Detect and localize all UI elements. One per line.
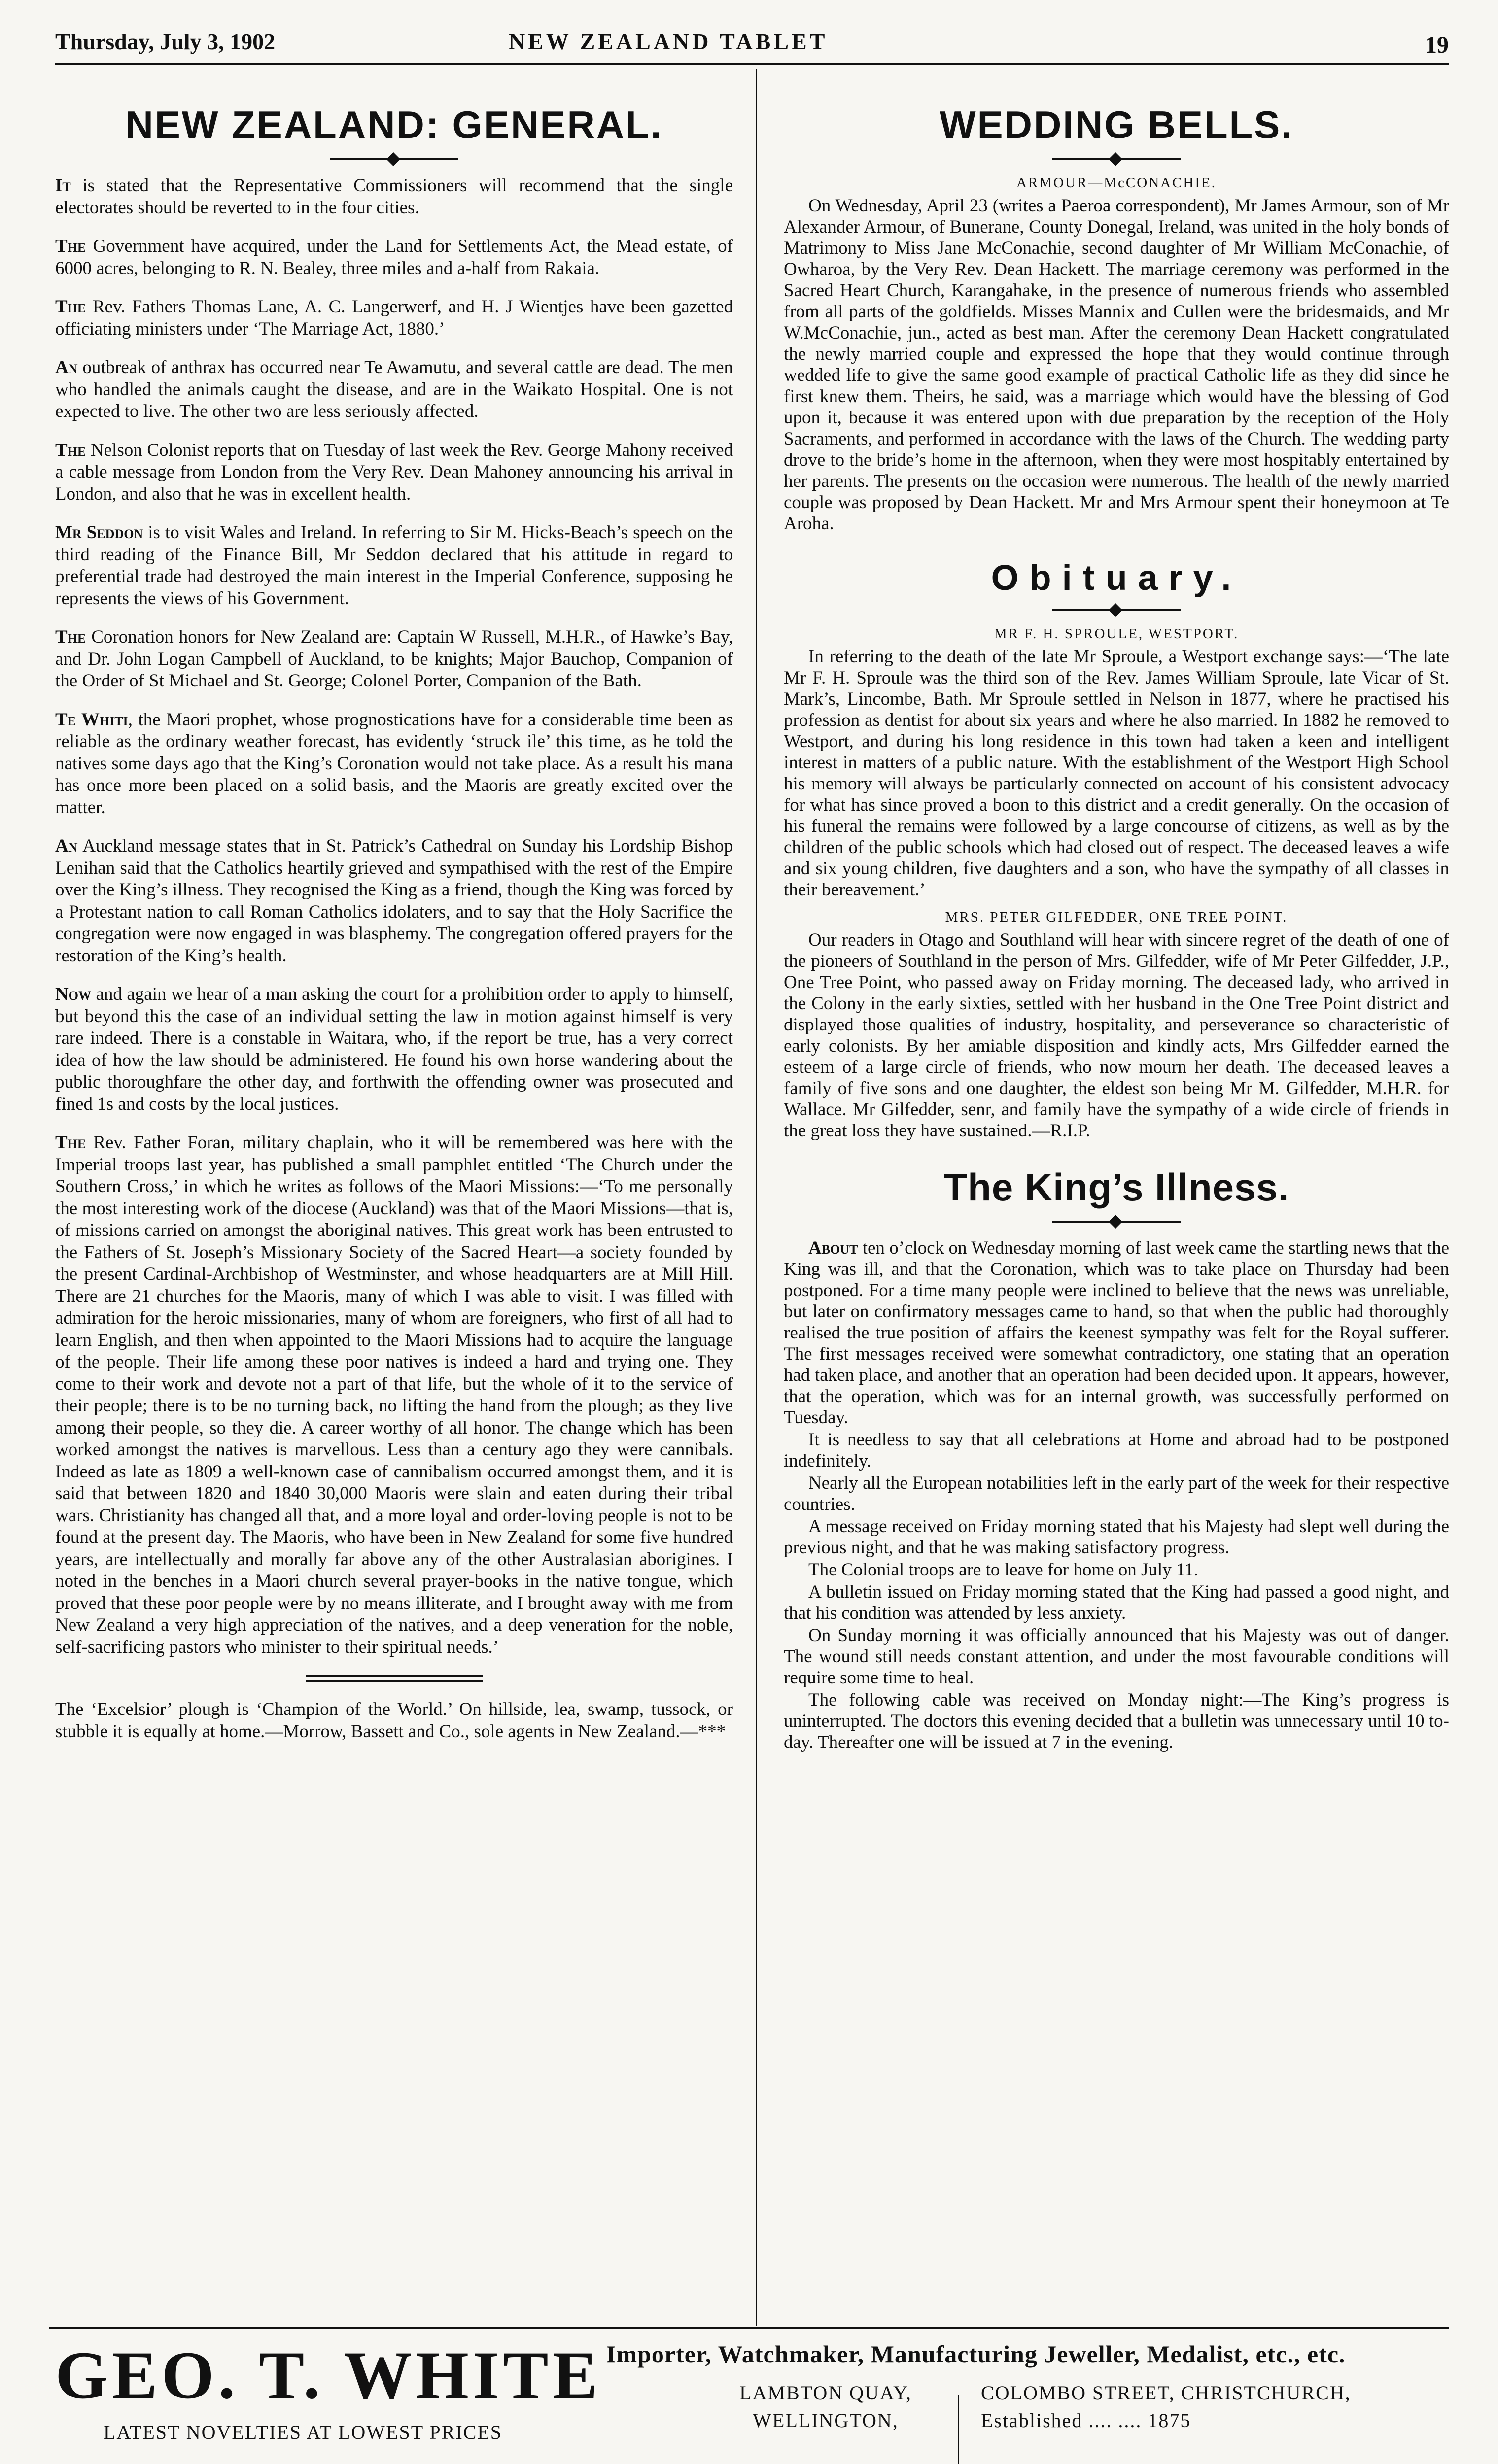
kings-illness-para: A bulletin issued on Friday morning stated that the King had passed a good night, and that his condition was attended by less anxiety. bbox=[784, 1582, 1449, 1623]
news-item: Mr Seddon is to visit Wales and Ireland. In referring to Sir M. Hicks-Beach’s speech on the third reading of the Finance Bill, Mr Seddon declared that his attitude in regard to preferential trade had destroyed the main interest in the Imperial Conference, supposing he represents the views of his Government. bbox=[55, 522, 733, 609]
obituary-text-sproule: In referring to the death of the late Mr Sproule, a Westport exchange says:—‘The late Mr F. H. Sproule was the third son of the Rev. James William Sproule, late Vicar of St. Mark’s, Lincombe, Bath. Mr Sproule settled in Nelson in 1877, where he practised his profession as dentist for about six years and where he also married. In 1882 he removed to Westport, and during his long residence in this town had taken a keen and intelligent interest in matters of a public nature. With the establishment of the Westport High School his memory will always be particularly connected on account of his consistent advocacy for what has since proved a boon to this district and a credit generally. On the occasion of his funeral the remains were followed by a large concourse of citizens, as well as by the children of the public schools which had closed out of respect. The deceased leaves a wife and six young children, five daughters and a son, who have the sympathy of all classes in their bereavement.’ bbox=[784, 647, 1449, 900]
news-item: The Rev. Fathers Thomas Lane, A. C. Langerwerf, and H. J Wientjes have been gazetted officiating ministers under ‘The Marriage Act, 1880.’ bbox=[55, 297, 733, 339]
section-title-wedding-bells: WEDDING BELLS. bbox=[940, 103, 1293, 146]
obituary-text-gilfedder: Our readers in Otago and Southland will hear with sincere regret of the death of one of the pioneers of Southland in the person of Mrs. Gilfedder, wife of Mr Peter Gilfedder, J.P., One Tree Point, who passed away on Friday morning. The deceased lady, who arrived in the Colony in the early sixties, settled with her husband in the One Tree Point district and displayed those qualities of industry, hospitality, and perseverance so characteristic of early colonists. By her amiable disposition and kindly acts, Mrs Gilfedder earned the esteem of a large circle of friends, who now mourn her death. The deceased leaves a family of five sons and one daughter, the eldest son being Mr M. Gilfedder, M.H.R. for Wallace. Mr Gilfedder, senr, and family have the sympathy of a wide circle of friends in the great loss they have sustained.—R.I.P. bbox=[784, 930, 1449, 1141]
news-item: The Coronation honors for New Zealand are: Captain W Russell, M.H.R., of Hawke’s Bay, and Dr. John Logan Campbell of Auckland, to be knights; Major Bauchop, Companion of the Order of St Michael and St. George; Colonel Porter, Companion of the Bath. bbox=[55, 627, 733, 691]
ornament-rule bbox=[1052, 1221, 1181, 1223]
ornament-rule bbox=[330, 158, 458, 160]
ornament-rule bbox=[1052, 158, 1181, 160]
address-christchurch: COLOMBO STREET, CHRISTCHURCH, bbox=[981, 2382, 1351, 2404]
ornament-rule bbox=[1052, 609, 1181, 611]
obituary-subhead-gilfedder: MRS. PETER GILFEDDER, ONE TREE POINT. bbox=[945, 909, 1288, 925]
page-number: 19 bbox=[1425, 32, 1449, 58]
news-item: An outbreak of anthrax has occurred near Te Awamutu, and several cattle are dead. The men who handled the animals caught the disease, and are in the Waikato Hospital. One is not expected to live. The other two are less seriously affected. bbox=[55, 357, 733, 421]
kings-illness-para: It is needless to say that all celebrations at Home and abroad had to be postponed indefinitely. bbox=[784, 1430, 1449, 1471]
footer-rule bbox=[49, 2327, 1449, 2329]
section-title-nz-general: NEW ZEALAND: GENERAL. bbox=[125, 103, 663, 146]
news-item: It is stated that the Representative Commissioners will recommend that the single electorates should be reverted to in the four cities. bbox=[55, 175, 733, 218]
kings-illness-para: About ten o’clock on Wednesday morning of last week came the startling news that the King was ill, and that the Coronation, which was to take place on Thursday had been postponed. For a time many people were inclined to believe that the news was unreliable, but later on confirmatory messages came to hand, so that when the public had thoroughly realised the true position of affairs the keenest sympathy was felt for the Royal sufferer. The first messages received were somewhat contradictory, one stating that an operation had taken place, and another that an operation had been decided upon. It appears, however, that the operation, which was for an internal growth, was successfully performed on Tuesday. bbox=[784, 1238, 1449, 1428]
advertiser-trades: Importer, Watchmaker, Manufacturing Jeweller, Medalist, etc., etc. bbox=[606, 2340, 1346, 2368]
double-rule bbox=[306, 1675, 483, 1682]
kings-illness-para: On Sunday morning it was officially announced that his Majesty was out of danger. The wound still needs constant attention, and under the most favourable conditions will require some time to heal. bbox=[784, 1625, 1449, 1688]
section-title-obituary: Obituary. bbox=[991, 558, 1242, 598]
issue-date: Thursday, July 3, 1902 bbox=[55, 29, 276, 54]
masthead: NEW ZEALAND TABLET bbox=[509, 29, 828, 54]
address-lambton-quay: LAMBTON QUAY, bbox=[739, 2382, 912, 2404]
news-item: The Rev. Father Foran, military chaplain, who it will be remembered was here with the Imperial troops last year, has published a small pamphlet entitled ‘The Church under the Southern Cross,’ in which he writes as follows of the Maori Missions:—‘To me personally the most interesting work of the diocese (Auckland) was that of the Maori Missions—that is, of missions carried on amongst the aboriginal natives. This great work has been entrusted to the Fathers of St. Joseph’s Missionary Society of the Sacred Heart—a society founded by the present Cardinal-Archbishop of Westminster, and whose headquarters are at Mill Hill. There are 21 churches for the Maoris, many of which I was able to visit. I was filled with admiration for the heroic missionaries, many of whom are foreigners, who first of all had to learn English, and then when appointed to the Maori Missions had to acquire the language of the people. Their life among these poor natives is indeed a hard and trying one. They come to their work and devote not a part of that life, but the whole of it to the service of their people; there is to be no turning back, no lifting the hand from the plough; as they live among their people, so they die. A career worthy of all honor. The change which has been worked amongst the natives is marvellous. Less than a century ago they were cannibals. Indeed as late as 1809 a well-known case of cannibalism occurred amongst them, and it is said that between 1820 and 1840 30,000 Maoris were slain and eaten during their tribal wars. Christianity has changed all that, and a more loyal and order-loving people is not to be found at the present day. The Maoris, who have been in New Zealand for some five hundred years, are intellectually and morally far above any of the other Australasian aborigines. I noted in the benches in a Maori church several prayer-books in the native tongue, which proved that these poor people were by no means illiterate, and I brought away with me from New Zealand a very high appreciation of the natives, and a deep veneration for the noble, self-sacrificing pastors who minister to their spiritual needs.’ bbox=[55, 1132, 733, 1657]
address-separator bbox=[958, 2395, 959, 2464]
news-item: An Auckland message states that in St. Patrick’s Cathedral on Sunday his Lordship Bishop Lenihan said that the Catholics heartily grieved and sympathised with the rest of the Empire over the King’s illness. They recognised the King as a friend, though the King was forced by a Protestant nation to call Roman Catholics idolaters, and to say that the Holy Sacrifice the congregation were now engaged in was blasphemy. The congregation offered prayers for the restoration of the King’s health. bbox=[55, 836, 733, 966]
right-column bbox=[784, 79, 1449, 1754]
news-item: Now and again we hear of a man asking the court for a prohibition order to apply to himself, but beyond this the case of an individual setting the law in motion against himself is very rare indeed. There is a constable in Waitara, who, if the report be true, has a very correct idea of how the law should be administered. He found his own horse wandering about the public thoroughfare the other day, and forthwith the offending owner was prosecuted and fined 1s and costs by the local justices. bbox=[55, 984, 733, 1114]
address-wellington: WELLINGTON, bbox=[753, 2409, 899, 2431]
obituary-subhead-sproule: MR F. H. SPROULE, WESTPORT. bbox=[994, 626, 1239, 642]
news-item: Te Whiti, the Maori prophet, whose prognostications have for a considerable time been as reliable as the ordinary weather forecast, has evidently ‘struck ile’ this time, as he told the natives some days ago that the King’s Coronation would not take place. As a result his mana has once more been placed on a solid basis, and the Maoris are greatly excited over the matter. bbox=[55, 709, 733, 818]
kings-illness-para: A message received on Friday morning stated that his Majesty had slept well during the previous night, and that he was making satisfactory progress. bbox=[784, 1516, 1449, 1558]
news-item: The Nelson Colonist reports that on Tuesday of last week the Rev. George Mahony received a cable message from London from the Very Rev. Dean Mahoney announcing his arrival in London, and also that he was in excellent health. bbox=[55, 440, 733, 504]
column-divider bbox=[756, 69, 757, 2326]
header-rule bbox=[55, 63, 1449, 65]
advertiser-tagline: LATEST NOVELTIES AT LOWEST PRICES bbox=[104, 2421, 503, 2443]
established-year: Established .... .... 1875 bbox=[981, 2409, 1191, 2431]
news-item: The Government have acquired, under the Land for Settlements Act, the Mead estate, of 6000 acres, belonging to R. N. Bealey, three miles and a-half from Rakaia. bbox=[55, 236, 733, 278]
wedding-text: On Wednesday, April 23 (writes a Paeroa correspondent), Mr James Armour, son of Mr Alexander Armour, of Bunerane, County Donegal, Ireland, was united in the holy bonds of Matrimony to Miss Jane McConachie, second daughter of Mr William McConachie, of Owharoa, by the Very Rev. Dean Hackett. The marriage ceremony was performed in the Sacred Heart Church, Karangahake, in the presence of numerous friends who assembled from all parts of the goldfields. Misses Mannix and Cullen were the bridesmaids, and Mr W.McConachie, jun., acted as best man. After the ceremony Dean Hackett congratulated the newly married couple and expressed the hope that they would continue through wedded life to give the same good example of practical Catholic life as they did since he first knew them. Theirs, he said, was a marriage which would have the blessing of God upon it, because it was entered upon with due preparation by the reception of the Holy Sacraments, and performed in accordance with the laws of the Church. The wedding party drove to the bride’s home in the afternoon, when they were most hospitably entertained by her parents. The presents on the occasion were numerous. The health of the newly married couple was proposed by Dean Hackett. Mr and Mrs Armour spent their honeymoon at Te Aroha. bbox=[784, 196, 1449, 534]
page-header bbox=[55, 29, 1449, 68]
excelsior-plough-advert: The ‘Excelsior’ plough is ‘Champion of the World.’ On hillside, lea, swamp, tussock, or stubble it is equally at home.—Morrow, Bassett and Co., sole agents in New Zealand.—*** bbox=[55, 1699, 733, 1742]
kings-illness-para: The following cable was received on Monday night:—The King’s progress is uninterrupted. The doctors this evening decided that a bulletin was unnecessary until 10 to-day. Thereafter one will be issued at 7 in the evening. bbox=[784, 1690, 1449, 1752]
kings-illness-para: Nearly all the European notabilities left in the early part of the week for their respective countries. bbox=[784, 1473, 1449, 1514]
section-title-kings-illness: The King’s Illness. bbox=[943, 1165, 1289, 1209]
advertiser-name: GEO. T. WHITE bbox=[55, 2337, 602, 2413]
wedding-subhead: ARMOUR—McCONACHIE. bbox=[1016, 175, 1217, 191]
left-column bbox=[55, 79, 733, 1759]
kings-illness-para: The Colonial troops are to leave for home on July 11. bbox=[808, 1560, 1198, 1580]
